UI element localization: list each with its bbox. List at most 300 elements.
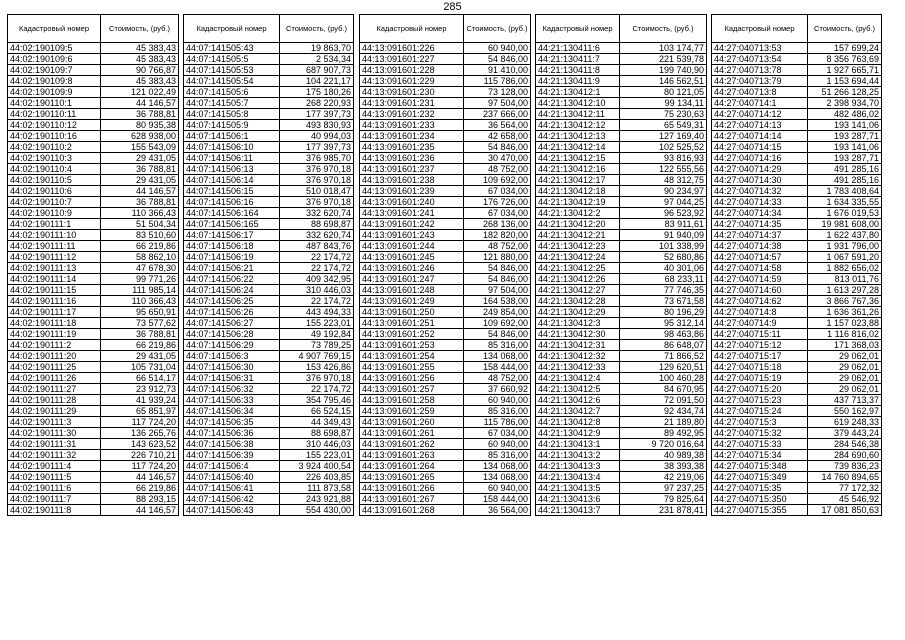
cost-cell: 45 546,92 [808,494,882,505]
table-row [536,98,707,109]
cadastral-number-cell: 44:07:141506:165 [184,219,280,230]
table-row [360,505,531,516]
cadastral-number-cell: 44:07:141506:11 [184,153,280,164]
cadastral-number-cell: 44:21:130412:1 [536,87,620,98]
table-row [712,164,882,175]
table-row [360,263,531,274]
cost-cell: 177 397,73 [280,109,354,120]
table-row [536,494,707,505]
cost-cell: 77 172,32 [808,483,882,494]
cadastral-number-cell: 44:07:141505:54 [184,76,280,87]
cadastral-number-cell: 44:02:190111:5 [8,472,101,483]
cost-cell: 153 426,86 [280,362,354,373]
table-row [712,197,882,208]
table-row [184,494,354,505]
table-row [360,307,531,318]
table-row [536,274,707,285]
cost-cell: 85 316,00 [464,450,531,461]
cost-cell: 379 443,24 [808,428,882,439]
cost-cell: 68 233,11 [620,274,707,285]
cadastral-number-cell: 44:02:190111:31 [8,439,101,450]
table-row [184,384,354,395]
cadastral-number-cell: 44:07:141505:43 [184,43,280,54]
cost-cell: 60 940,00 [464,395,531,406]
cadastral-number-cell: 44:13:091601:265 [360,472,464,483]
cadastral-number-cell: 44:13:091601:246 [360,263,464,274]
cadastral-number-cell: 44:13:091601:229 [360,76,464,87]
cadastral-number-cell: 44:27:040714:14 [712,131,808,142]
cost-cell: 36 788,81 [101,197,179,208]
cadastral-number-cell: 44:27:040715:12 [712,340,808,351]
cost-cell: 60 940,00 [464,43,531,54]
cadastral-number-cell: 44:21:130412:31 [536,340,620,351]
table-row [184,131,354,142]
cadastral-number-cell: 44:02:190110:12 [8,120,101,131]
header-cost: Стоимость, (руб.) [464,15,531,43]
cadastral-number-cell: 44:07:141505:5 [184,54,280,65]
cadastral-number-cell: 44:27:040714:12 [712,109,808,120]
table-row [360,230,531,241]
table-row [184,285,354,296]
page-number: 285 [443,1,462,13]
cadastral-number-cell: 44:21:130413:6 [536,494,620,505]
cadastral-number-cell: 44:07:141506:34 [184,406,280,417]
cadastral-number-cell: 44:27:040713:8 [712,87,808,98]
table-row [712,461,882,472]
cost-cell: 628 938,00 [101,131,179,142]
cost-cell: 66 514,17 [101,373,179,384]
table-row [184,87,354,98]
header-cost: Стоимость, (руб.) [620,15,707,43]
cost-cell: 48 752,00 [464,164,531,175]
cost-cell: 29 431,05 [101,351,179,362]
cadastral-number-cell: 44:02:190111:32 [8,450,101,461]
table-row [536,307,707,318]
cadastral-number-cell: 44:02:190110:2 [8,142,101,153]
cost-cell: 45 383,43 [101,54,179,65]
cost-cell: 73 789,25 [280,340,354,351]
table-row [712,241,882,252]
table-row [712,120,882,131]
cost-cell: 30 470,00 [464,153,531,164]
cost-cell: 67 034,00 [464,428,531,439]
cadastral-number-cell: 44:21:130411:8 [536,65,620,76]
cadastral-number-cell: 44:27:040715:17 [712,351,808,362]
cadastral-number-cell: 44:27:040713:54 [712,54,808,65]
cost-cell: 155 223,01 [280,318,354,329]
cost-cell: 1 613 297,28 [808,285,882,296]
cadastral-number-cell: 44:13:091601:244 [360,241,464,252]
table-row [536,285,707,296]
cadastral-number-cell: 44:21:130412:16 [536,164,620,175]
cadastral-number-cell: 44:21:130412:32 [536,351,620,362]
cost-cell: 127 169,40 [620,131,707,142]
cadastral-number-cell: 44:21:130412:13 [536,131,620,142]
cadastral-number-cell: 44:07:141505:7 [184,98,280,109]
cost-cell: 143 623,52 [101,439,179,450]
cost-cell: 111 873,58 [280,483,354,494]
cadastral-number-cell: 44:02:190111:3 [8,417,101,428]
cadastral-number-cell: 44:02:190111:30 [8,428,101,439]
table-row [536,439,707,450]
table-row [184,395,354,406]
cadastral-number-cell: 44:27:040715:24 [712,406,808,417]
cost-cell: 101 338,99 [620,241,707,252]
cost-cell: 554 430,00 [280,505,354,516]
cadastral-number-cell: 44:07:141506:10 [184,142,280,153]
header-cadastral-number: Кадастровый номер [536,15,620,43]
cadastral-number-cell: 44:07:141506:31 [184,373,280,384]
cost-cell: 226 403,85 [280,472,354,483]
cadastral-number-cell: 44:21:130412:2 [536,208,620,219]
cost-cell: 66 219,86 [101,483,179,494]
cost-cell: 88 698,87 [280,428,354,439]
cost-cell: 102 525,52 [620,142,707,153]
cost-cell: 110 366,43 [101,296,179,307]
table-row [712,142,882,153]
header-cost: Стоимость, (руб.) [808,15,882,43]
cost-cell: 77 746,35 [620,285,707,296]
table-row [360,252,531,263]
table-row [360,219,531,230]
table-row [8,142,179,153]
cost-cell: 95 312,14 [620,318,707,329]
cadastral-number-cell: 44:21:130412:18 [536,186,620,197]
table-row [536,340,707,351]
table-row [712,219,882,230]
header-cadastral-number: Кадастровый номер [360,15,464,43]
table-row [184,362,354,373]
cadastral-number-cell: 44:02:190110:5 [8,175,101,186]
cost-cell: 29 062,01 [808,351,882,362]
cadastral-number-cell: 44:07:141506:21 [184,263,280,274]
cadastral-number-cell: 44:27:040714:33 [712,197,808,208]
table-row [712,307,882,318]
table-row [8,43,179,54]
table-row [8,373,179,384]
cost-cell: 29 062,01 [808,362,882,373]
cost-cell: 40 301,06 [620,263,707,274]
cost-cell: 29 062,01 [808,384,882,395]
cadastral-number-cell: 44:07:141506:27 [184,318,280,329]
table-row [360,373,531,384]
cost-cell: 493 830,93 [280,120,354,131]
cost-cell: 134 068,00 [464,351,531,362]
cost-cell: 243 921,88 [280,494,354,505]
cadastral-number-cell: 44:21:130412:6 [536,395,620,406]
cost-cell: 80 121,05 [620,87,707,98]
cost-cell: 9 720 016,64 [620,439,707,450]
cadastral-number-cell: 44:21:130412:24 [536,252,620,263]
cadastral-number-cell: 44:27:040714:60 [712,285,808,296]
cadastral-number-cell: 44:02:190110:3 [8,153,101,164]
table-row [184,351,354,362]
cost-cell: 45 383,43 [101,76,179,87]
table-row [360,87,531,98]
table-row [536,318,707,329]
table-row [360,131,531,142]
table-row [360,208,531,219]
cost-table-3 [359,14,531,516]
cadastral-number-cell: 44:21:130412:20 [536,219,620,230]
cost-cell: 66 219,86 [101,241,179,252]
cost-cell: 52 680,86 [620,252,707,263]
table-row [536,450,707,461]
table-row [8,472,179,483]
cadastral-number-cell: 44:02:190111:25 [8,362,101,373]
cost-cell: 510 018,47 [280,186,354,197]
cost-cell: 84 670,95 [620,384,707,395]
cost-cell: 73 128,00 [464,87,531,98]
table-row [536,186,707,197]
table-row [712,417,882,428]
table-row [360,417,531,428]
table-row [360,483,531,494]
cost-table-5 [711,14,882,516]
table-row [184,340,354,351]
table-row [536,109,707,120]
cadastral-number-cell: 44:07:141505:8 [184,109,280,120]
cost-cell: 36 564,00 [464,505,531,516]
cadastral-number-cell: 44:07:141506:43 [184,505,280,516]
header-cost: Стоимость, (руб.) [280,15,354,43]
table-row [184,241,354,252]
table-row [360,285,531,296]
table-row [184,76,354,87]
cost-cell: 1 676 019,53 [808,208,882,219]
cost-cell: 1 067 591,20 [808,252,882,263]
table-row [712,384,882,395]
cost-cell: 67 034,00 [464,208,531,219]
cost-cell: 409 342,95 [280,274,354,285]
cadastral-number-cell: 44:07:141506:41 [184,483,280,494]
cadastral-number-cell: 44:27:040715:19 [712,373,808,384]
cost-cell: 29 431,05 [101,153,179,164]
cost-cell: 44 146,57 [101,186,179,197]
cadastral-number-cell: 44:02:190111:17 [8,307,101,318]
table-row [712,43,882,54]
cost-cell: 117 724,20 [101,417,179,428]
cost-cell: 51 266 128,25 [808,87,882,98]
table-row [536,241,707,252]
cost-cell: 129 620,51 [620,362,707,373]
table-row [536,43,707,54]
cadastral-number-cell: 44:21:130412:19 [536,197,620,208]
cost-cell: 51 504,34 [101,219,179,230]
cadastral-number-cell: 44:27:040714:37 [712,230,808,241]
cadastral-number-cell: 44:07:141506:24 [184,285,280,296]
table-row [712,153,882,164]
header-cost: Стоимость, (руб.) [101,15,179,43]
cadastral-number-cell: 44:27:040714:34 [712,208,808,219]
cost-cell: 17 081 850,63 [808,505,882,516]
cadastral-number-cell: 44:21:130412:5 [536,384,620,395]
table-row [184,65,354,76]
table-row [184,373,354,384]
cadastral-number-cell: 44:02:190110:7 [8,197,101,208]
cadastral-number-cell: 44:21:130412:30 [536,329,620,340]
table-row [712,340,882,351]
cost-cell: 40 989,38 [620,450,707,461]
table-row [536,483,707,494]
cost-cell: 71 866,52 [620,351,707,362]
table-row [360,439,531,450]
table-row [712,109,882,120]
cadastral-number-cell: 44:21:130412:25 [536,263,620,274]
cost-cell: 67 034,00 [464,186,531,197]
table-row [360,329,531,340]
table-row [360,395,531,406]
cadastral-number-cell: 44:21:130413:3 [536,461,620,472]
cost-cell: 37 660,92 [464,384,531,395]
table-row [712,505,882,516]
cost-cell: 1 783 408,64 [808,186,882,197]
cadastral-number-cell: 44:27:040715:355 [712,505,808,516]
cost-cell: 134 068,00 [464,461,531,472]
cadastral-number-cell: 44:13:091601:241 [360,208,464,219]
cost-cell: 376 985,70 [280,153,354,164]
table-row [8,186,179,197]
cost-cell: 121 022,49 [101,87,179,98]
cost-cell: 83 911,61 [620,219,707,230]
cadastral-number-cell: 44:21:130411:7 [536,54,620,65]
cadastral-number-cell: 44:21:130412:10 [536,98,620,109]
table-row [8,131,179,142]
table-row [360,362,531,373]
cadastral-number-cell: 44:13:091601:231 [360,98,464,109]
table-row [184,450,354,461]
cost-cell: 491 285,16 [808,164,882,175]
cost-cell: 54 846,00 [464,274,531,285]
cost-cell: 221 539,78 [620,54,707,65]
cadastral-number-cell: 44:07:141506:14 [184,175,280,186]
cadastral-number-cell: 44:21:130412:23 [536,241,620,252]
table-row [8,318,179,329]
table-row [536,406,707,417]
cadastral-number-cell: 44:13:091601:247 [360,274,464,285]
cadastral-number-cell: 44:21:130413:7 [536,505,620,516]
table-row [360,76,531,87]
cost-cell: 79 825,64 [620,494,707,505]
table-row [8,329,179,340]
cost-cell: 158 444,00 [464,494,531,505]
table-row [360,274,531,285]
table-row [712,439,882,450]
cadastral-number-cell: 44:13:091601:259 [360,406,464,417]
cadastral-number-cell: 44:21:130412:26 [536,274,620,285]
cadastral-number-cell: 44:21:130412:15 [536,153,620,164]
cost-cell: 22 174,72 [280,263,354,274]
cost-cell: 310 446,03 [280,439,354,450]
table-row [712,351,882,362]
cost-cell: 813 011,76 [808,274,882,285]
table-row [8,406,179,417]
cadastral-number-cell: 44:07:141506:40 [184,472,280,483]
cadastral-number-cell: 44:27:040715:23 [712,395,808,406]
table-row [8,241,179,252]
cadastral-number-cell: 44:02:190111:28 [8,395,101,406]
cadastral-number-cell: 44:02:190111:26 [8,373,101,384]
cost-cell: 54 846,00 [464,54,531,65]
cadastral-number-cell: 44:21:130412:7 [536,406,620,417]
cost-cell: 44 146,57 [101,505,179,516]
cadastral-number-cell: 44:27:040714:29 [712,164,808,175]
cadastral-number-cell: 44:07:141505:6 [184,87,280,98]
table-row [184,98,354,109]
cost-cell: 177 397,73 [280,142,354,153]
table-row [184,197,354,208]
table-row [712,65,882,76]
table-row [360,384,531,395]
cost-cell: 36 788,81 [101,329,179,340]
cost-cell: 90 234,97 [620,186,707,197]
table-row [8,54,179,65]
table-row [360,450,531,461]
cost-cell: 99 771,26 [101,274,179,285]
cadastral-number-cell: 44:21:130412:3 [536,318,620,329]
table-row [184,406,354,417]
cost-cell: 117 724,20 [101,461,179,472]
table-row [184,43,354,54]
cost-cell: 376 970,18 [280,164,354,175]
table-row [8,395,179,406]
cadastral-number-cell: 44:21:130412:21 [536,230,620,241]
table-row [712,76,882,87]
cadastral-number-cell: 44:02:190111:20 [8,351,101,362]
cost-cell: 19 981 608,00 [808,219,882,230]
cost-cell: 91 410,00 [464,65,531,76]
table-row [536,472,707,483]
cost-cell: 41 939,24 [101,395,179,406]
cost-cell: 98 463,86 [620,329,707,340]
cadastral-number-cell: 44:27:040713:79 [712,76,808,87]
cost-cell: 1 153 694,44 [808,76,882,87]
table-row [712,54,882,65]
cost-cell: 1 622 437,80 [808,230,882,241]
table-row [184,318,354,329]
cadastral-number-cell: 44:02:190111:1 [8,219,101,230]
cost-cell: 95 650,91 [101,307,179,318]
cost-cell: 237 666,00 [464,109,531,120]
cadastral-number-cell: 44:07:141506:42 [184,494,280,505]
cadastral-number-cell: 44:13:091601:257 [360,384,464,395]
cadastral-number-cell: 44:13:091601:239 [360,186,464,197]
table-row [184,153,354,164]
cost-cell: 2 398 934,70 [808,98,882,109]
cost-cell: 1 927 665,71 [808,65,882,76]
cost-cell: 66 524,15 [280,406,354,417]
table-row [712,373,882,384]
table-row [184,307,354,318]
cost-cell: 115 786,00 [464,417,531,428]
table-row [360,65,531,76]
table-row [712,318,882,329]
cost-cell: 376 970,18 [280,197,354,208]
cost-cell: 100 460,28 [620,373,707,384]
table-row [536,54,707,65]
cadastral-number-cell: 44:27:040714:30 [712,175,808,186]
cadastral-number-cell: 44:07:141506:38 [184,439,280,450]
cost-cell: 89 492,95 [620,428,707,439]
table-row [712,406,882,417]
cadastral-number-cell: 44:13:091601:236 [360,153,464,164]
table-row [184,483,354,494]
table-row [536,65,707,76]
table-row [536,461,707,472]
table-row [184,142,354,153]
cost-cell: 284 546,38 [808,439,882,450]
table-row [712,274,882,285]
